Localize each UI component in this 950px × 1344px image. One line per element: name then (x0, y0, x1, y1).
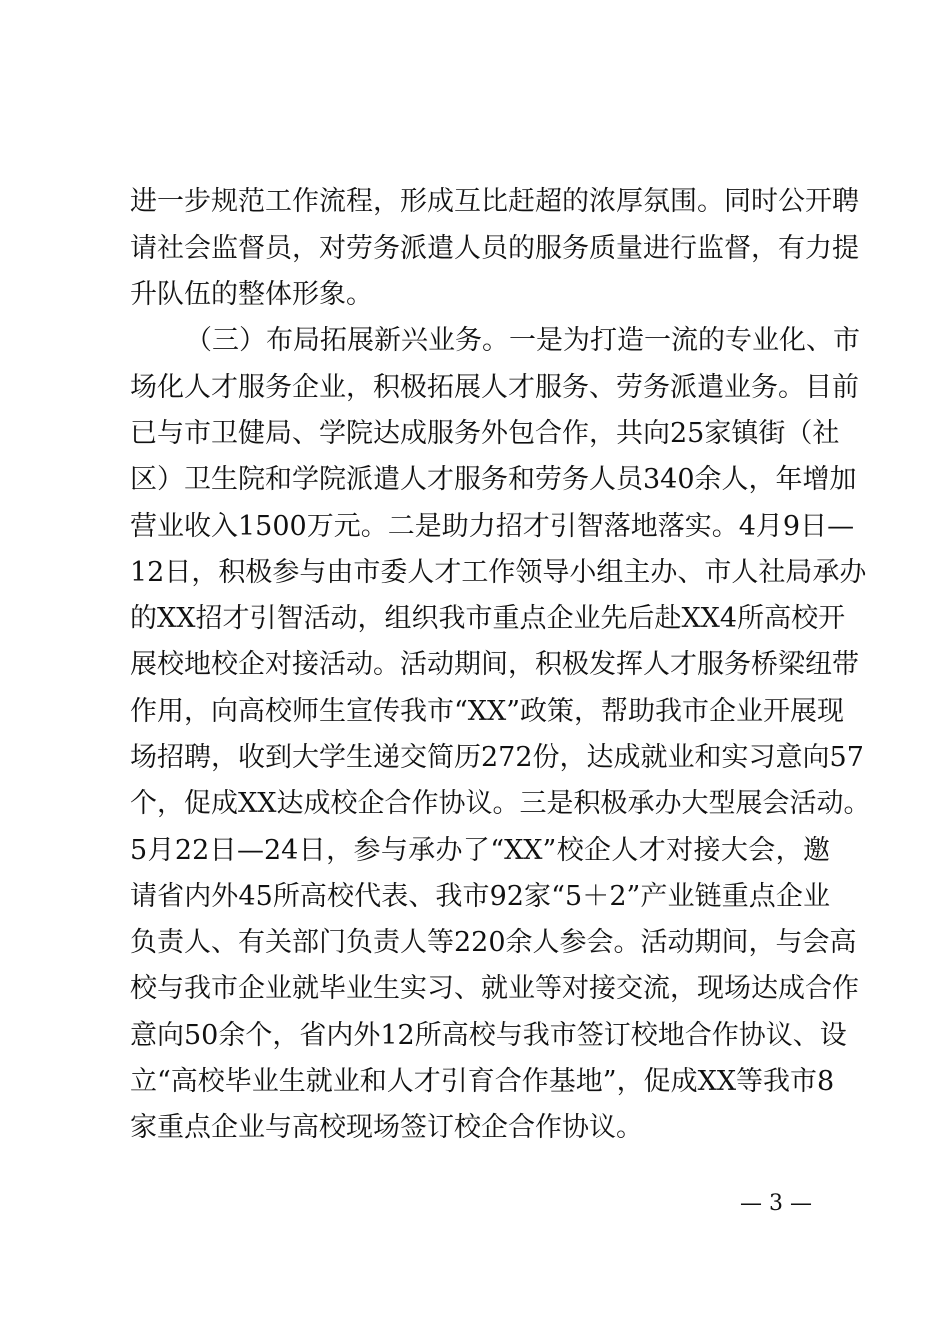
body-text-line: 请省内外45所高校代表、我市92家“5＋2”产业链重点企业 (130, 881, 830, 912)
body-text-line: 个，促成XX达成校企合作协议。三是积极承办大型展会活动。 (130, 788, 871, 819)
body-text-line: 意向50余个，省内外12所高校与我市签订校地合作协议、设 (130, 1020, 847, 1051)
body-text-line: 的XX招才引智活动，组织我市重点企业先后赴XX4所高校开 (130, 603, 846, 634)
body-text-line: 请社会监督员，对劳务派遣人员的服务质量进行监督，有力提 (130, 233, 859, 264)
body-text-line: 家重点企业与高校现场签订校企合作协议。 (130, 1112, 643, 1143)
body-text-line: 场化人才服务企业，积极拓展人才服务、劳务派遣业务。目前 (130, 372, 859, 403)
body-text-line: 营业收入1500万元。二是助力招才引智落地落实。4月9日— (130, 511, 855, 542)
body-text-line: 负责人、有关部门负责人等220余人参会。活动期间，与会高 (130, 927, 857, 958)
body-text-line: 展校地校企对接活动。活动期间，积极发挥人才服务桥梁纽带 (130, 649, 859, 680)
page-number: — 3 — (740, 1191, 812, 1216)
body-text-line: 区）卫生院和学院派遣人才服务和劳务人员340余人，年增加 (130, 464, 857, 495)
body-text-line: 已与市卫健局、学院达成服务外包合作，共向25家镇街（社 (130, 418, 840, 449)
body-text-line: 升队伍的整体形象。 (130, 279, 373, 310)
section-heading-line: （三）布局拓展新兴业务。一是为打造一流的专业化、市 (185, 325, 860, 356)
body-text-line: 校与我市企业就毕业生实习、就业等对接交流，现场达成合作 (130, 973, 859, 1004)
body-text-line: 场招聘，收到大学生递交简历272份，达成就业和实习意向57 (130, 742, 864, 773)
body-text-line: 进一步规范工作流程，形成互比赶超的浓厚氛围。同时公开聘 (130, 186, 859, 217)
body-text-line: 5月22日—24日，参与承办了“XX”校企人才对接大会，邀 (130, 835, 830, 866)
body-text-line: 立“高校毕业生就业和人才引育合作基地”，促成XX等我市8 (130, 1066, 835, 1097)
body-text-line: 作用，向高校师生宣传我市“XX”政策，帮助我市企业开展现 (130, 696, 845, 727)
body-text-line: 12日，积极参与由市委人才工作领导小组主办、市人社局承办 (130, 557, 867, 588)
